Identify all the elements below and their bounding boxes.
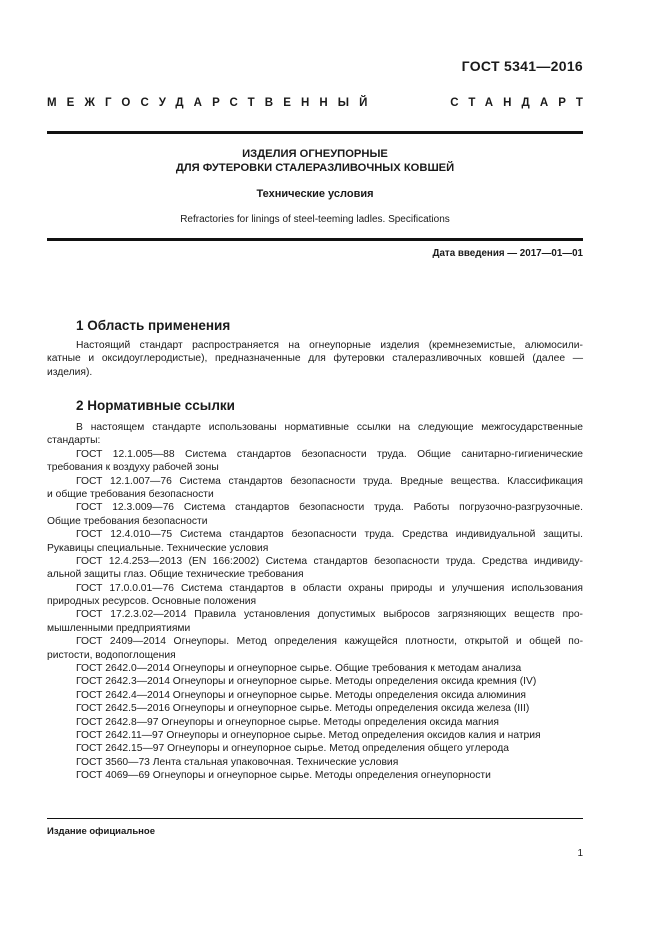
reference-entry: ГОСТ 12.1.005—88 Система стандартов безопасности труда. Общие санитарно-гигиенические: [76, 448, 583, 460]
official-edition-label: Издание официальное: [47, 826, 155, 837]
title-divider: [47, 238, 583, 241]
reference-entry-cont: альной защиты глаз. Общие технические требования: [47, 569, 304, 581]
reference-entry-cont: ристости, водопоглощения: [47, 649, 176, 661]
document-subtitle: Технические условия: [256, 188, 374, 200]
reference-entry: ГОСТ 2642.0—2014 Огнеупоры и огнеупорное сырье. Общие требования к методам анализа: [76, 663, 522, 675]
reference-entry: ГОСТ 2642.4—2014 Огнеупоры и огнеупорное сырье. Методы определения оксида алюминия: [76, 689, 526, 701]
reference-entry: ГОСТ 12.4.010—75 Система стандартов безопасности труда. Средства индивидуальной защиты.: [76, 529, 583, 541]
reference-entry: ГОСТ 2642.15—97 Огнеупоры и огнеупорное сырье. Метод определения общего углерода: [76, 743, 510, 755]
section-1-body: [47, 339, 583, 379]
section-2-heading: 2 Нормативные ссылки: [76, 398, 235, 413]
reference-entry: ГОСТ 2642.3—2014 Огнеупоры и огнеупорное сырье. Методы определения оксида кремния (IV): [76, 676, 537, 688]
banner-word-standard: СТАНДАРТ: [450, 97, 593, 109]
reference-entry: ГОСТ 2642.5—2016 Огнеупоры и огнеупорное сырье. Методы определения оксида железа (III): [76, 703, 530, 715]
reference-entry-cont: и общие требования безопасности: [47, 488, 214, 500]
reference-entry: ГОСТ 2642.11—97 Огнеупоры и огнеупорное сырье. Метод определения оксидов калия и натрия: [76, 729, 541, 741]
introduction-date: Дата введения — 2017—01—01: [432, 248, 583, 259]
reference-entry-cont: требования к воздуху рабочей зоны: [47, 462, 219, 474]
standard-code: ГОСТ 5341—2016: [461, 58, 583, 74]
reference-entry-cont: Рукавицы специальные. Технические условия: [47, 542, 269, 554]
text-line: катные и оксидоуглеродистые), предназначенные для футеровки сталеразливочных ковшей (далее —: [47, 353, 583, 365]
reference-entry-cont: Общие требования безопасности: [47, 515, 208, 527]
reference-entry: ГОСТ 2409—2014 Огнеупоры. Метод определения кажущейся плотности, открытой и общей по-: [76, 636, 583, 648]
english-title: Refractories for linings of steel-teeming ladles. Specifications: [180, 214, 450, 225]
text-line: В настоящем стандарте использованы нормативные ссылки на следующие межгосударственные: [76, 422, 583, 433]
reference-entry: ГОСТ 4069—69 Огнеупоры и огнеупорное сырье. Методы определения огнеупорности: [76, 770, 491, 782]
normative-references-list: [47, 421, 583, 783]
document-title: [47, 147, 583, 175]
footer-divider: [47, 818, 583, 819]
reference-entry: ГОСТ 12.1.007—76 Система стандартов безопасности труда. Вредные вещества. Классификация: [76, 475, 583, 487]
reference-entry-cont: природных ресурсов. Основные положения: [47, 596, 257, 608]
text-line: стандарты:: [47, 435, 101, 447]
banner-word-interstate: МЕЖГОСУДАРСТВЕННЫЙ: [47, 97, 378, 109]
reference-entry-cont: мышленными предприятиями: [47, 622, 191, 634]
reference-entry: ГОСТ 3560—73 Лента стальная упаковочная. Технические условия: [76, 756, 399, 768]
text-line: Настоящий стандарт распространяется на огнеупорные изделия (кремнеземистые, алюмосили-: [76, 340, 583, 351]
standard-type-banner: [47, 97, 593, 109]
reference-entry: ГОСТ 2642.8—97 Огнеупоры и огнеупорное сырье. Методы определения оксида магния: [76, 716, 499, 728]
top-divider: [47, 131, 583, 134]
reference-entry: ГОСТ 17.0.0.01—76 Система стандартов в области охраны природы и улучшения использования: [76, 582, 583, 594]
reference-entry: ГОСТ 12.3.009—76 Система стандартов безопасности труда. Работы погрузочно-разгрузочные.: [76, 502, 583, 514]
reference-entry: ГОСТ 12.4.253—2013 (EN 166:2002) Система стандартов безопасности труда. Средства индивиду-: [76, 555, 583, 567]
title-line-1: ИЗДЕЛИЯ ОГНЕУПОРНЫЕ: [242, 148, 388, 160]
reference-entry: ГОСТ 17.2.3.02—2014 Правила установления допустимых выбросов загрязняющих веществ про-: [76, 609, 583, 621]
page-number: 1: [577, 848, 583, 859]
title-line-2: ДЛЯ ФУТЕРОВКИ СТАЛЕРАЗЛИВОЧНЫХ КОВШЕЙ: [175, 162, 455, 174]
text-line: изделия).: [47, 366, 93, 378]
section-1-heading: 1 Область применения: [76, 318, 231, 333]
